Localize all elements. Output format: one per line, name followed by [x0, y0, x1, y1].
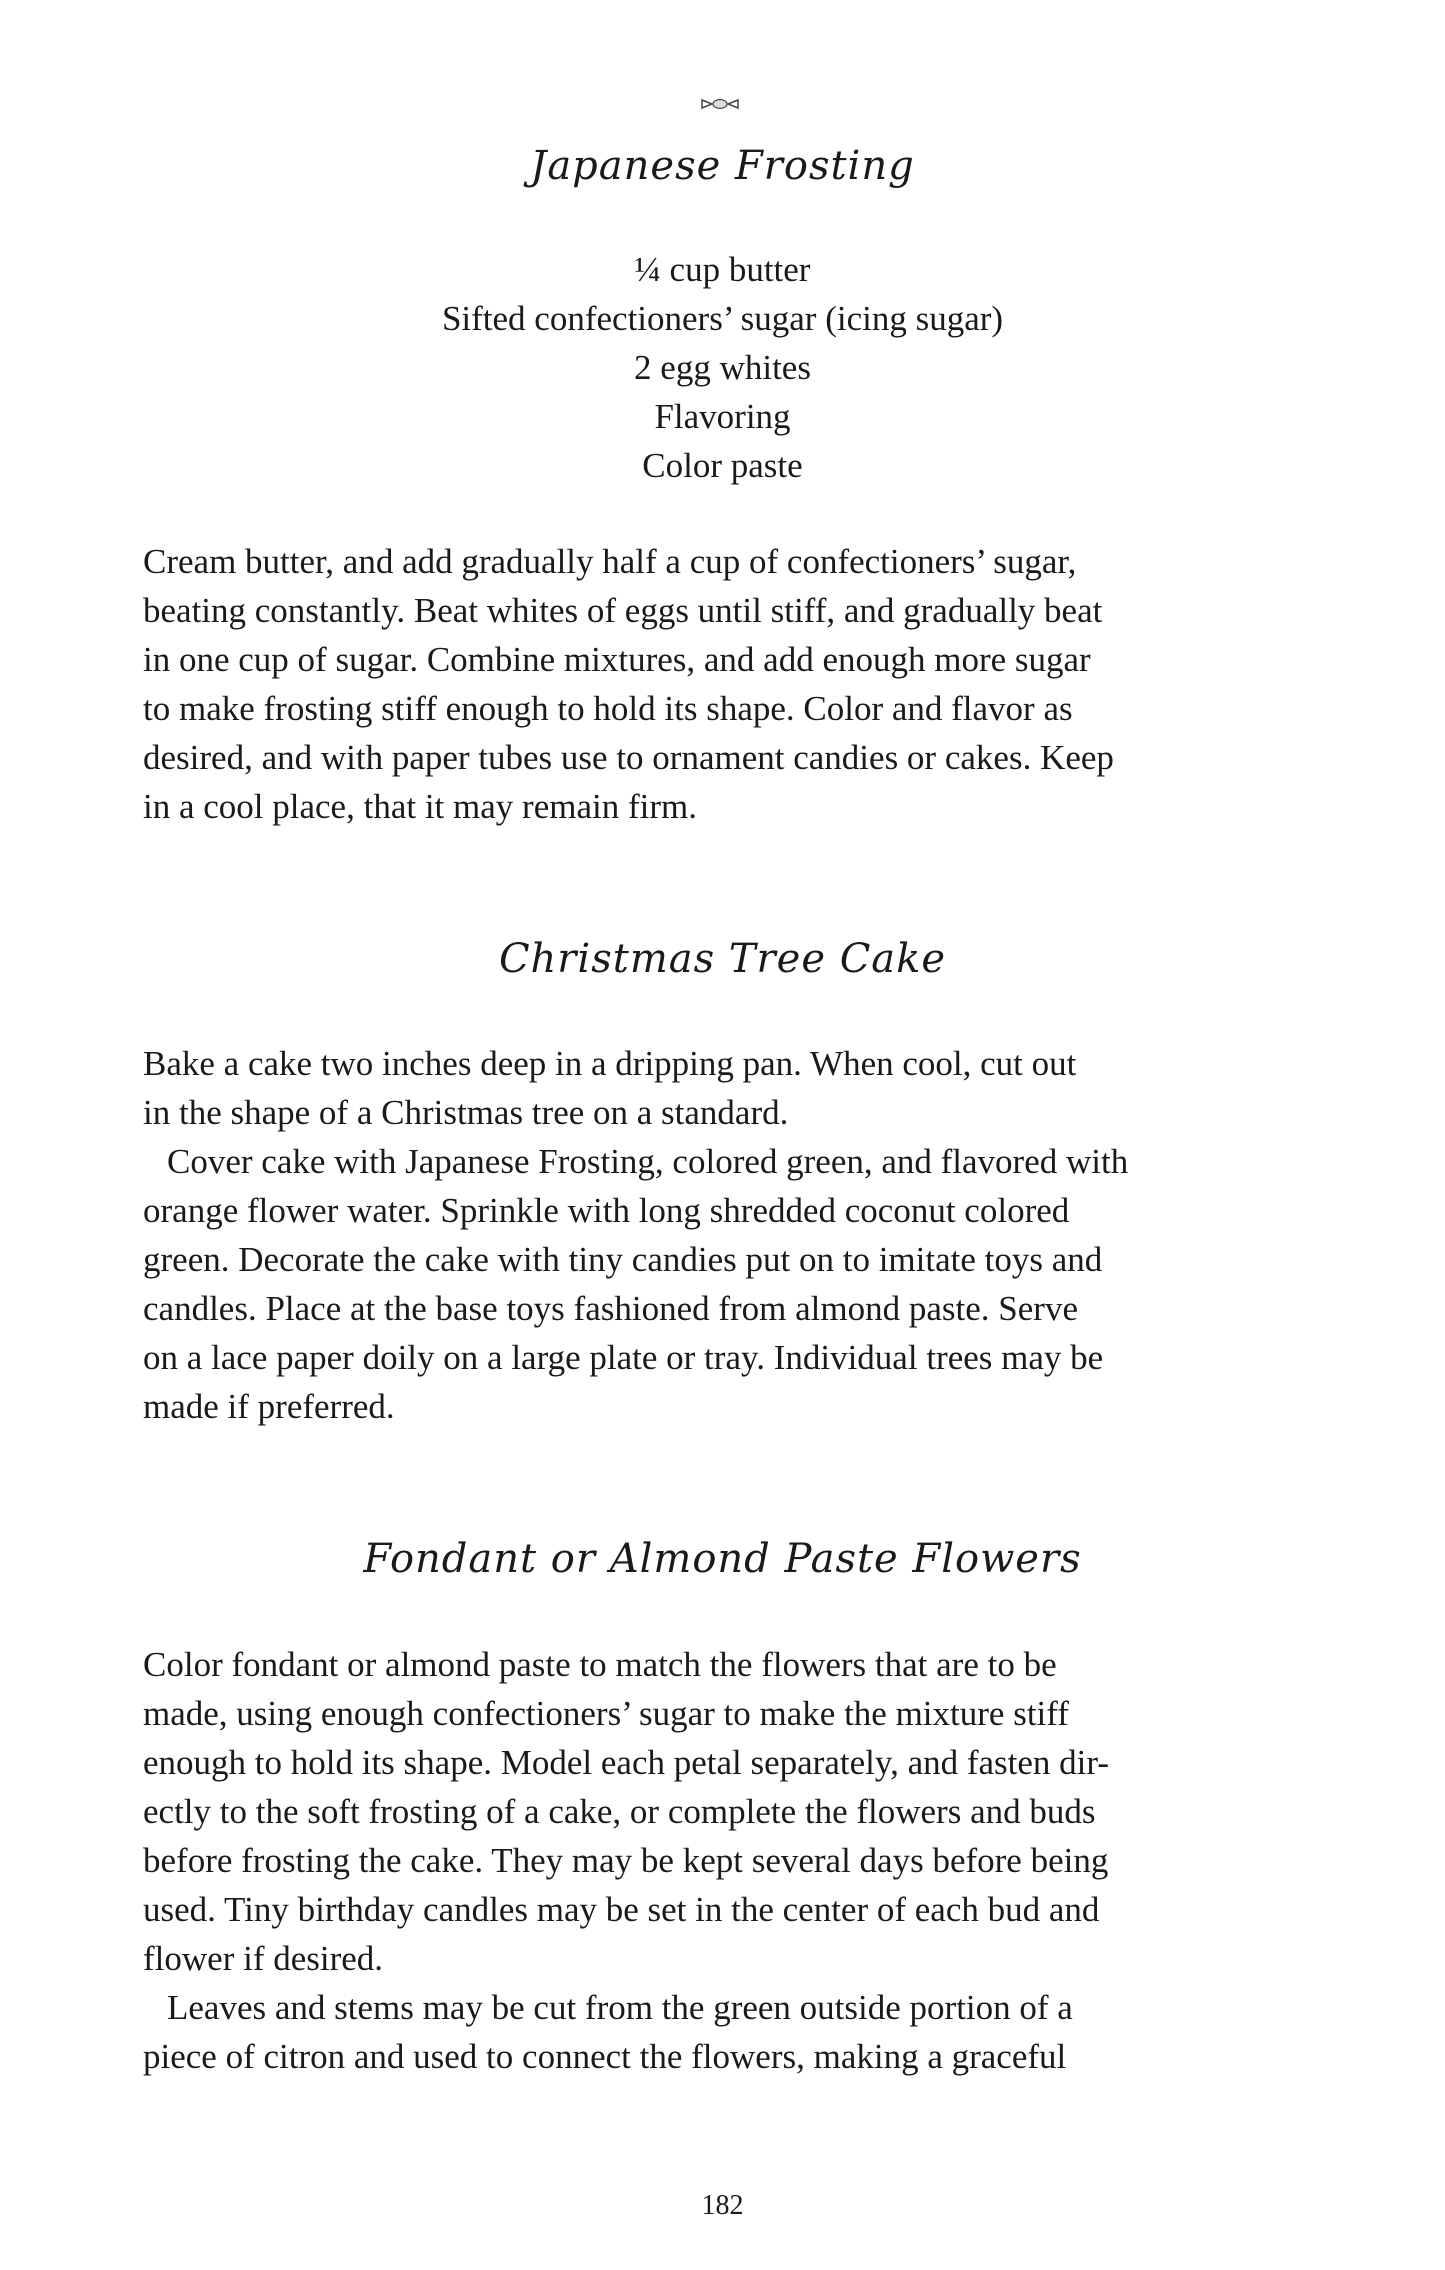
- text-line: made if preferred.: [143, 1387, 395, 1426]
- text-line: ectly to the soft frosting of a cake, or complete the flowers and buds: [143, 1792, 1096, 1831]
- text-line: Color fondant or almond paste to match the flowers that are to be: [143, 1645, 1057, 1684]
- ingredient-list: [0, 245, 1445, 490]
- ingredient-item: Flavoring: [654, 397, 791, 436]
- text-line: Cream butter, and add gradually half a cup of confectioners’ sugar,: [143, 542, 1077, 581]
- section-heading-japanese-frosting: Japanese Frosting: [530, 143, 915, 189]
- text-line: used. Tiny birthday candles may be set in the center of each bud and: [143, 1890, 1100, 1929]
- text-line: to make frosting stiff enough to hold its shape. Color and flavor as: [143, 689, 1073, 728]
- text-line: orange flower water. Sprinkle with long shredded coconut colored: [143, 1191, 1070, 1230]
- paragraph-japanese-frosting: [143, 537, 1303, 831]
- text-line: in a cool place, that it may remain firm.: [143, 787, 697, 826]
- paragraph-fondant-flowers: [143, 1640, 1303, 2081]
- ingredient-item: ¼ cup butter: [634, 250, 811, 289]
- text-line: enough to hold its shape. Model each petal separately, and fasten dir-: [143, 1743, 1110, 1782]
- text-line: desired, and with paper tubes use to ornament candies or cakes. Keep: [143, 738, 1114, 777]
- ingredient-item: Sifted confectioners’ sugar (icing sugar): [441, 299, 1004, 338]
- text-line: Leaves and stems may be cut from the green outside portion of a: [167, 1988, 1073, 2027]
- text-line: beating constantly. Beat whites of eggs until stiff, and gradually beat: [143, 591, 1103, 630]
- text-line: on a lace paper doily on a large plate or tray. Individual trees may be: [143, 1338, 1104, 1377]
- text-line: piece of citron and used to connect the flowers, making a graceful: [143, 2037, 1067, 2076]
- section-heading-christmas-tree-cake: Christmas Tree Cake: [498, 936, 947, 982]
- paragraph-christmas-tree-cake: [143, 1039, 1303, 1431]
- text-line: made, using enough confectioners’ sugar to make the mixture stiff: [143, 1694, 1069, 1733]
- text-line: before frosting the cake. They may be kept several days before being: [143, 1841, 1109, 1880]
- page-number: 182: [701, 2190, 744, 2221]
- text-line: candles. Place at the base toys fashioned from almond paste. Serve: [143, 1289, 1078, 1328]
- text-line: in one cup of sugar. Combine mixtures, and add enough more sugar: [143, 640, 1091, 679]
- text-line: in the shape of a Christmas tree on a standard.: [143, 1093, 789, 1132]
- candy-ornament-icon: [700, 97, 740, 111]
- text-line: Cover cake with Japanese Frosting, colored green, and flavored with: [167, 1142, 1129, 1181]
- ingredient-item: Color paste: [642, 446, 803, 485]
- text-line: green. Decorate the cake with tiny candies put on to imitate toys and: [143, 1240, 1103, 1279]
- text-line: flower if desired.: [143, 1939, 384, 1978]
- section-heading-fondant-flowers: Fondant or Almond Paste Flowers: [363, 1536, 1082, 1582]
- text-line: Bake a cake two inches deep in a dripping pan. When cool, cut out: [143, 1044, 1077, 1083]
- ingredient-item: 2 egg whites: [634, 348, 811, 387]
